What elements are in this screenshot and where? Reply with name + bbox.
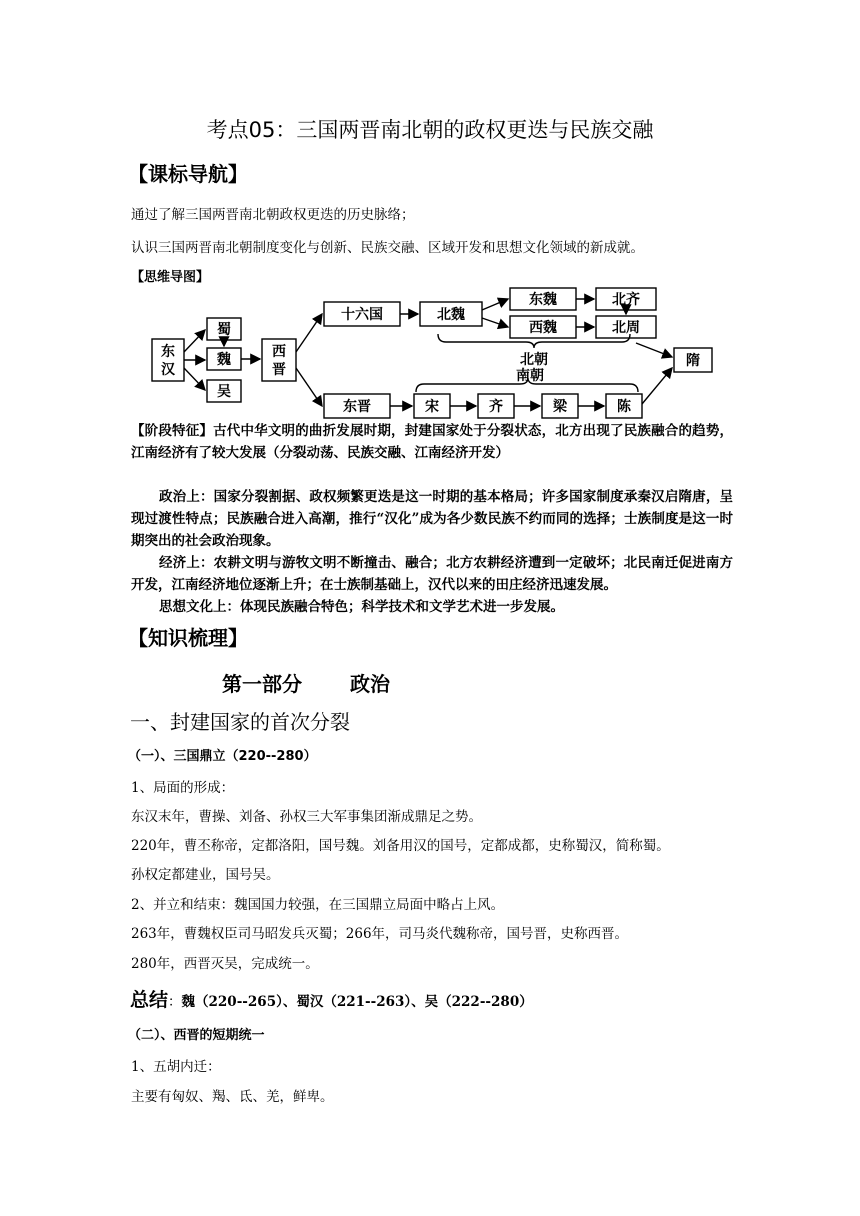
- node-xiwei: 西魏: [529, 320, 557, 336]
- node-beiqi: 北齐: [612, 292, 640, 308]
- subsection-heading-2: （二）、西晋的短期统一: [128, 1028, 265, 1043]
- node-beiwei: 北魏: [437, 307, 465, 323]
- content-line: 280年，西晋灭吴，完成统一。: [131, 956, 319, 972]
- node-dongwei: 东魏: [529, 292, 557, 308]
- mindmap-heading: 【思维导图】: [131, 270, 210, 285]
- stage-intro: 【阶段特征】古代中华文明的曲折发展时期，封建国家处于分裂状态，北方出现了民族融合的趋势，江南经济有了较大发展（分裂动荡、民族交融、江南经济开发）: [131, 423, 734, 461]
- content-line: 主要有匈奴、羯、氐、羌，鲜卑。: [131, 1089, 334, 1105]
- node-beizhou: 北周: [612, 320, 640, 336]
- content-line: 东汉末年，曹操、刘备、孙权三大军事集团渐成鼎足之势。: [131, 809, 482, 825]
- node-donghan-2: 汉: [161, 362, 175, 378]
- node-dongjin: 东晋: [343, 399, 371, 415]
- nav-line-1: 通过了解三国两晋南北朝政权更迭的历史脉络；: [131, 207, 415, 223]
- stage-label: 【阶段特征】: [131, 423, 214, 439]
- knowledge-heading: 【知识梳理】: [128, 626, 248, 650]
- node-song: 宋: [425, 399, 439, 415]
- content-line: 1、局面的形成：: [131, 780, 235, 796]
- content-line: 2、并立和结束：魏国国力较强，在三国鼎立局面中略占上风。: [131, 897, 505, 913]
- summary-line: 总结：魏（220--265）、蜀汉（221--263）、吴（222--280）: [130, 989, 533, 1011]
- node-xijin-2: 晋: [272, 362, 286, 378]
- node-wei: 魏: [217, 352, 231, 368]
- content-line: 1、五胡内迁：: [131, 1059, 221, 1075]
- node-shu: 蜀: [217, 322, 231, 338]
- node-wu: 吴: [217, 384, 231, 400]
- node-xijin-1: 西: [272, 344, 286, 360]
- label-beichao: 北朝: [520, 352, 548, 368]
- stage-politics: 政治上：国家分裂割据、政权频繁更迭是这一时期的基本格局；许多国家制度承秦汉启隋唐，呈现过渡性特点；民族融合进入高潮，推行“汉化”成为各少数民族不约而同的选择；士族制度是这一时期突出的社会政治现象。: [131, 489, 733, 549]
- label-nanchao: 南朝: [516, 368, 544, 384]
- node-donghan-1: 东: [161, 344, 175, 360]
- nav-heading: 【课标导航】: [128, 162, 248, 186]
- section-heading-1: 一、封建国家的首次分裂: [130, 710, 350, 734]
- content-line: 263年，曹魏权臣司马昭发兵灭蜀；266年，司马炎代魏称帝，国号晋，史称西晋。: [131, 926, 629, 942]
- content-line: 220年，曹丕称帝，定都洛阳，国号魏。刘备用汉的国号，定都成都，史称蜀汉，简称蜀。: [131, 838, 670, 854]
- stage-culture: 思想文化上：体现民族融合特色；科学技术和文学艺术进一步发展。: [159, 599, 564, 615]
- nav-line-2: 认识三国两晋南北朝制度变化与创新、民族交融、区域开发和思想文化领域的新成就。: [131, 240, 644, 256]
- subsection-heading-1: （一）、三国鼎立（220--280）: [128, 749, 317, 764]
- summary-label: 总结: [130, 989, 169, 1011]
- node-chen: 陈: [617, 399, 631, 415]
- page-title: 考点05：三国两晋南北朝的政权更迭与民族交融: [206, 118, 654, 142]
- node-sui: 隋: [686, 353, 700, 369]
- part-heading: 第一部分 政治: [222, 672, 390, 696]
- node-shiliuguo: 十六国: [341, 307, 383, 323]
- content-line: 孙权定都建业，国号吴。: [131, 867, 280, 883]
- node-liang: 梁: [553, 399, 567, 415]
- node-qi: 齐: [489, 399, 503, 415]
- stage-economy: 经济上：农耕文明与游牧文明不断撞击、融合；北方农耕经济遭到一定破坏；北民南迁促进南方开发，江南经济地位逐渐上升；在士族制基础上，汉代以来的田庄经济迅速发展。: [131, 555, 733, 593]
